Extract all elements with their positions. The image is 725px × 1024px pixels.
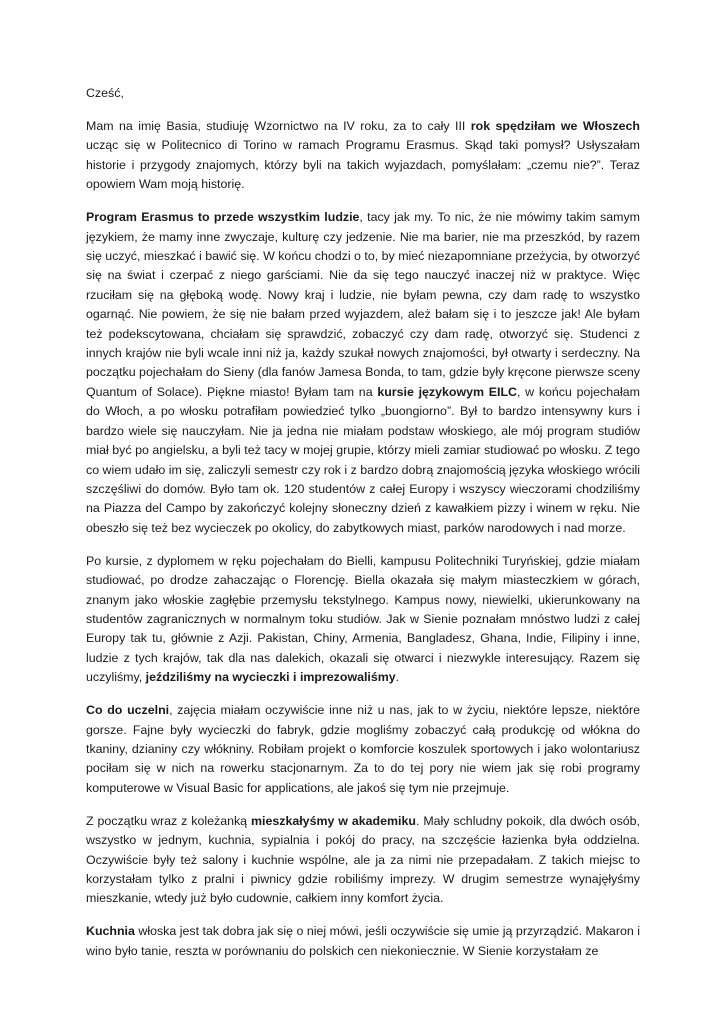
bold-phrase: kursie językowym EILC [377,384,517,399]
text-run: , tacy jak my. To nic, że nie mówimy takim samym językiem, że mamy inne zwyczaje, kulturę czy jedzenie. Nie ma barier, nie ma przeszkód, by razem się uczyć, mieszkać i bawić się. W końcu chodzi o to, by mieć niezapomniane przeżycia, by otworzyć się na świat i czerpać z niego garściami. Nie da się tego nauczyć inaczej niż w praktyce. Więc rzuciłam się na głęboką wodę. Nowy kraj i ludzie, nie byłam pewna, czy dam radę to wszystko ogarnąć. Nie powiem, że się nie bałam przed wyjazdem, ależ bałam się i to jeszcze jak! Ale byłam też podekscytowana, chciałam się sprawdzić, zobaczyć czy dam radę, otworzyć się. Studenci z innych krajów nie byli wcale inni niż ja, każdy szukał nowych znajomości, był otwarty i serdeczny. Na początku pojechałam do Sieny (dla fanów Jamesa Bonda, to tam, gdzie były kręcone pierwsze sceny Quantum of Solace). Piękne miasto! Byłam tam na [86,210,640,399]
paragraph [86,208,640,538]
bold-phrase: Program Erasmus to przede wszystkim ludzie [86,210,360,225]
bold-phrase: mieszkałyśmy w akademiku [251,813,416,828]
text-run: Mam na imię Basia, studiuję Wzornictwo na IV roku, za to cały III [86,119,471,133]
bold-phrase: Kuchnia [86,924,135,939]
text-run: Z początku wraz z koleżanką [86,813,252,828]
text-run: . Mały schludny pokoik, dla dwóch osób, wszystko w jednym, kuchnia, sypialnia i pokój do pracy, na szczęście łazienka była oddzielna. Oczywiście były też salony i kuchnie wspólne, ale ja za nimi nie przepadałam. Z takich miejsc to korzystałam tylko z pralni i piwnicy gdzie robiliśmy imprezy. W drugim semestrze wynajęłyśmy mieszkanie, wtedy już było cudownie, całkiem inny komfort życia. [86,813,640,906]
text-run: włoska jest tak dobra jak się o niej mówi, jeśli oczywiście się umie ją przyrządzić. Makaron i wino było tanie, reszta w porównaniu do polskich cen niekoniecznie. W Sienie korzystałam ze [86,924,640,958]
text-run: , w końcu pojechałam do Włoch, a po włosku potrafiłam powiedzieć tylko „buongiorno”. Był to bardzo intensywny kurs i bardzo wiele się nauczyłam. Nie ja jedna nie miałam podstaw włoskiego, ale mój program studiów miał być po angielsku, a byli też tacy w mojej grupie, którzy mieli zamiar studiować po włosku. Z tego co wiem udało im się, zaliczyli semestr czy rok i z bardzo dobrą znajomością języka włoskiego wrócili szczęśliwi do domów. Było tam ok. 120 studentów z całej Europy i wszyscy wieczorami chodziliśmy na Piazza del Campo by zakończyć kolejny słoneczny dzień z kawałkiem pizzy i winem w ręku. Nie obeszło się też bez wycieczek po okolicy, do zabytkowych miast, parków narodowych i nad morze. [86,384,640,535]
paragraph [86,701,640,798]
bold-phrase: Co do uczelni [86,703,170,718]
bold-phrase: rok spędziłam we Włoszech [470,119,640,133]
paragraph [86,552,640,688]
text-run: , zajęcia miałam oczywiście inne niż u nas, jak to w życiu, niektóre lepsze, niektóre gorsze. Fajne były wycieczki do fabryk, gdzie mogliśmy zobaczyć całą produkcję od włókna do tkaniny, dzianiny czy włókniny. Robiłam projekt o komforcie koszulek sportowych i jako wolontariusz pociłam się w nich na rowerku stacjonarnym. Za to do tej pory nie wiem jak się robi programy komputerowe w Visual Basic for applications, ale jakoś się tym nie przejmuje. [86,703,640,795]
text-run: . [395,670,400,685]
document-page [86,84,640,975]
paragraph [86,922,640,961]
bold-phrase: jeździliśmy na wycieczki i imprezowaliśmy [145,670,396,685]
text-run: Po kursie, z dyplomem w ręku pojechałam do Bielli, kampusu Politechniki Turyńskiej, gdzie miałam studiować, po drodze zahaczając o Florencję. Biella okazała się małym miasteczkiem w górach, znanym jako włoskie zagłębie przemysłu tekstylnego. Kampus nowy, niewielki, ukierunkowany na studentów zagranicznych w normalnym toku studiów. Jak w Sienie poznałam mnóstwo ludzi z całej Europy tak tu, głównie z Azji. Pakistan, Chiny, Armenia, Bangladesz, Ghana, Indie, Filipiny i inne, ludzie z tych krajów, tak dla nas dalekich, okazali się otwarci i niezwykle interesujący. Razem się uczyliśmy, [86,553,640,685]
paragraph [86,812,640,909]
greeting: Cześć, [86,86,124,100]
document-body [86,117,640,961]
paragraph [86,117,640,195]
text-run: ucząc się w Politecnico di Torino w ramach Programu Erasmus. Skąd taki pomysł? Usłyszałam historie i przygody znajomych, którzy byli na takich wyjazdach, pomyślałam: „czemu nie?”. Teraz opowiem Wam moją historię. [86,138,640,192]
